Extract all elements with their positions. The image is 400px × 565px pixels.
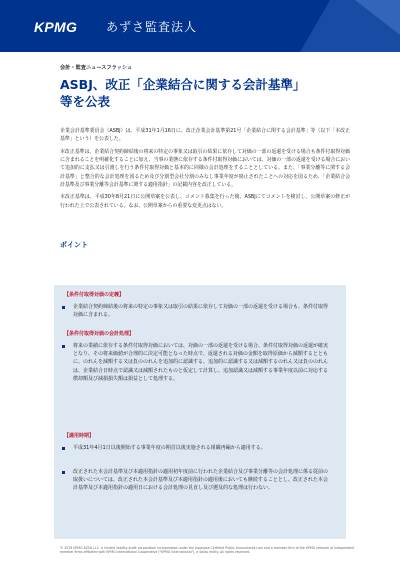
points-heading: ポイント (60, 241, 88, 249)
bullet-item (62, 342, 332, 383)
bullet-item (62, 444, 332, 452)
bullet-item (62, 468, 332, 493)
points-box (54, 285, 346, 539)
kpmg-logo: KPMG (34, 19, 78, 35)
bullet-icon (62, 345, 65, 348)
section-heading: 【条件付取得対価の定義】 (64, 292, 125, 298)
bullet-text: 改正された本会計基準及び本適用指針の適用初年度前に行われた企業結合及び事業分離等の会計処理に係る従前の取扱いについては、改正された本会計基準及び本適用指針の適用後においても継続することとし、改正された本会計基準及び本適用指針の適用日における会計処理の見直し及び遡及的な処理は行わない。 (73, 469, 329, 492)
copyright-footer: © 2019 KPMG AZSA LLC, a limited liability audit corporation incorporated under the Japanese Certified Public Accountants Law and a member firm of the KPMG network of independent member firms affiliated with KPMG International Cooperative ("KPMG International"), a Swiss entity. All rights reserved. (60, 546, 355, 555)
bullet-text: 企業結合契約締結後の将来の特定の事象又は取引の結果に依存して対価の一部の返還を受ける場合も、条件付取得対価に含まれる。 (73, 304, 329, 319)
bullet-text: 平成31年4月1日以後開始する事業年度の期首以後実施される組織再編から適用する。 (73, 445, 266, 451)
bullet-icon (62, 471, 65, 474)
bullet-item (62, 303, 332, 319)
body-paragraphs (60, 127, 350, 214)
bullet-text: 将来の業績に依存する条件付取得対価においては、対価の一部の返還を受ける場合、条件付取得対価の返還が確実となり、その将来価値が合理的に決定可能となった時点で、返還される対価の金額を取得原価から減額するとともに、のれんを減額する又は負ののれんを追加的に認識する。追加的に認識する又は減額するのれん又は負ののれんは、企業結合日時点で認識又は減額されたものと仮定して計算し、追加認識又は減額する事業年度以前に対応する償却額及び減損損失額は損益として処理する。 (73, 343, 329, 382)
paragraph: 企業会計基準委員会（ASBJ）は、平成31年1月16日に、改正企業会計基準第21号「企業結合に関する会計基準」等（以下「本改正基準」という）を公表した。 (60, 128, 350, 143)
title-line-2: 等を公表 (60, 94, 111, 109)
section-heading: 【適用時期】 (64, 433, 95, 439)
category-label: 会計・監査ニュースフラッシュ (60, 65, 133, 71)
bullet-icon (62, 306, 65, 309)
org-name: あずさ監査法人 (106, 20, 198, 34)
section-heading: 【条件付取得対価の会計処理】 (64, 331, 135, 337)
paragraph: 本改正基準は、企業結合契約締結後の将来の特定の事象又は取引の結果に依存して対価の一部の返還を受ける場合も条件付取得対価に含まれることを明確化することに加え、当事の業態に依存する条件付取得対価においては、対価の一部の返還を受ける場合において追加的に支払又は引渡しを行う条件付取得対価と基本的に同様の会計処理をすることとしている。また、「事業分離等に関する会計基準」と整合的な会計処理を図るため及び分割型会社分割のみなし事業年度が廃止されたことへの対応を図るため、「企業結合会計基準及び事業分離等会計基準に関する適用指針」の記載内容を改正している。 (60, 148, 350, 188)
paragraph: 本改正基準は、平成30年8月21日に公開草案を公表し、コメント募集を行った後、ASBJにてコメントを検討し、公開草案の修正が行われた上で公表されている。なお、公開草案からの重要な変更点はない。 (60, 194, 350, 209)
page-title (60, 76, 360, 110)
header-banner (0, 0, 400, 52)
bullet-icon (62, 447, 65, 450)
title-line-1: ASBJ、改正「企業結合に関する会計基準」 (60, 77, 306, 92)
